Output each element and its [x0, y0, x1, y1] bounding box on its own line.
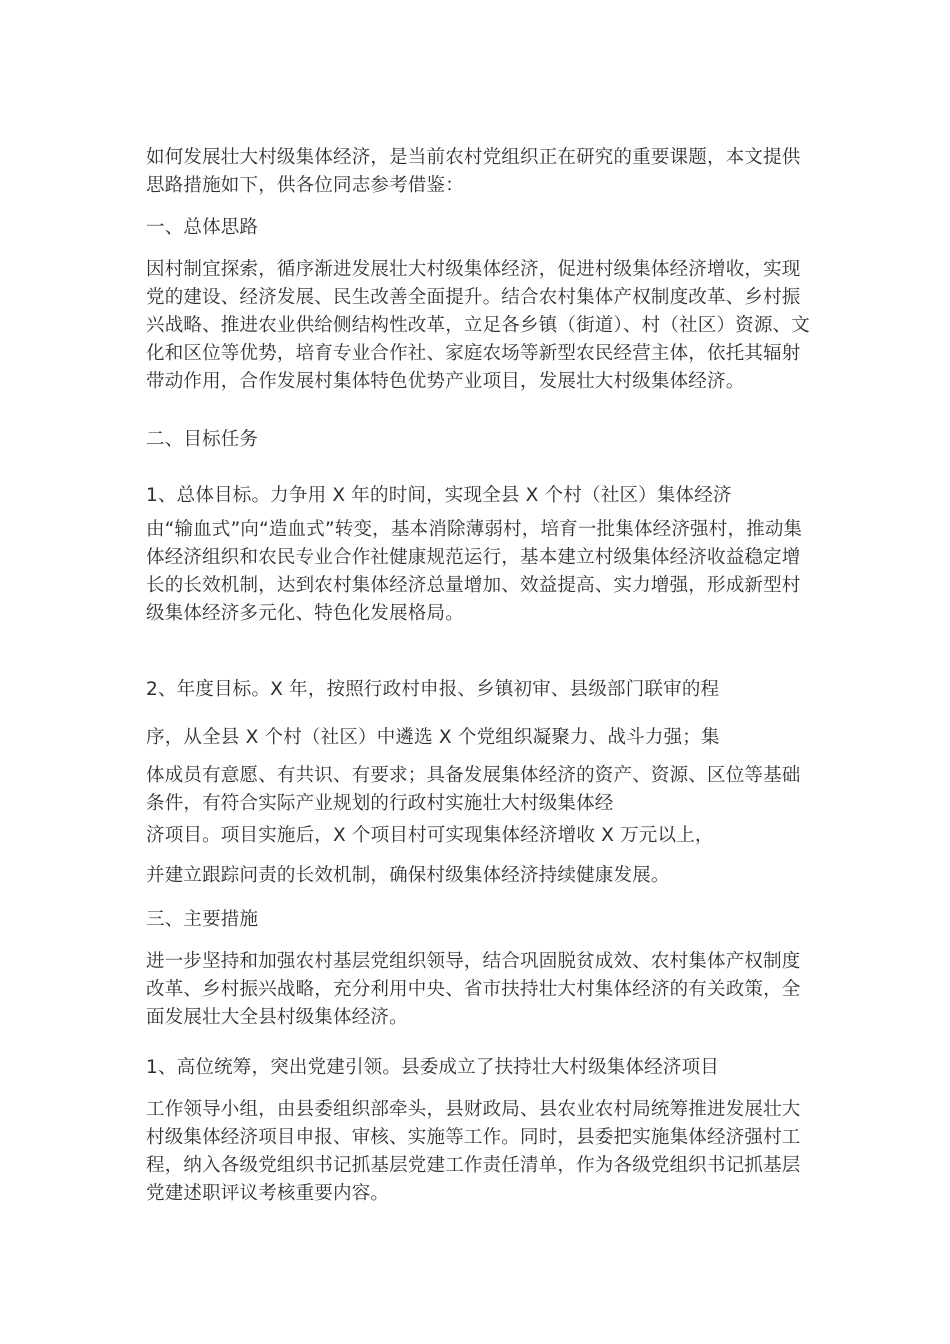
goal2-paragraph: 体成员有意愿、有共识、有要求；具备发展集体经济的资产、资源、区位等基础条件，有符合实际产业规划的行政村实施壮大村级集体经 [146, 765, 801, 814]
section-heading-goals: 二、目标任务 [146, 429, 259, 450]
section-heading-measures: 三、主要措施 [146, 909, 259, 930]
overall-approach-paragraph: 因村制宜探索，循序渐进发展壮大村级集体经济，促进村级集体经济增收，实现党的建设、经济发展、民生改善全面提升。结合农村集体产权制度改革、乡村振兴战略、推进农业供给侧结构性改革，立足各乡镇（街道）、村（社区）资源、文化和区位等优势，培育专业合作社、家庭农场等新型农民经营主体，依托其辐射带动作用，合作发展村集体特色优势产业项目，发展壮大村级集体经济。 [146, 259, 810, 392]
measures-paragraph: 进一步坚持和加强农村基层党组织领导，结合巩固脱贫成效、农村集体产权制度改革、乡村振兴战略，充分利用中央、省市扶持壮大村集体经济的有关政策，全面发展壮大全县村级集体经济。 [146, 951, 801, 1028]
measure1-paragraph: 工作领导小组，由县委组织部牵头，县财政局、县农业农村局统筹推进发展壮大村级集体经济项目申报、审核、实施等工作。同时，县委把实施集体经济强村工程，纳入各级党组织书记抓基层党建工作责任清单，作为各级党组织书记抓基层党建述职评议考核重要内容。 [146, 1099, 801, 1204]
goal2-line-4: 并建立跟踪问责的长效机制，确保村级集体经济持续健康发展。 [146, 865, 670, 886]
goal1-first-line: 1、总体目标。力争用 X 年的时间，实现全县 X 个村（社区）集体经济 [146, 485, 732, 506]
section-heading-overall-approach: 一、总体思路 [146, 217, 259, 238]
goal2-line-1: 2、年度目标。X 年，按照行政村申报、乡镇初审、县级部门联审的程 [146, 679, 720, 700]
goal1-paragraph: 由“输血式”向“造血式”转变，基本消除薄弱村，培育一批集体经济强村，推动集体经济组织和农民专业合作社健康规范运行，基本建立村级集体经济收益稳定增长的长效机制，达到农村集体经济总量增加、效益提高、实力增强，形成新型村级集体经济多元化、特色化发展格局。 [146, 519, 803, 624]
goal2-line-2: 序，从全县 X 个村（社区）中遴选 X 个党组织凝聚力、战斗力强；集 [146, 727, 720, 748]
goal2-line-3: 济项目。项目实施后，X 个项目村可实现集体经济增收 X 万元以上， [146, 825, 714, 846]
intro-paragraph: 如何发展壮大村级集体经济，是当前农村党组织正在研究的重要课题，本文提供思路措施如下，供各位同志参考借鉴： [146, 147, 801, 196]
measure1-first-line: 1、高位统筹，突出党建引领。县委成立了扶持壮大村级集体经济项目 [146, 1057, 719, 1078]
